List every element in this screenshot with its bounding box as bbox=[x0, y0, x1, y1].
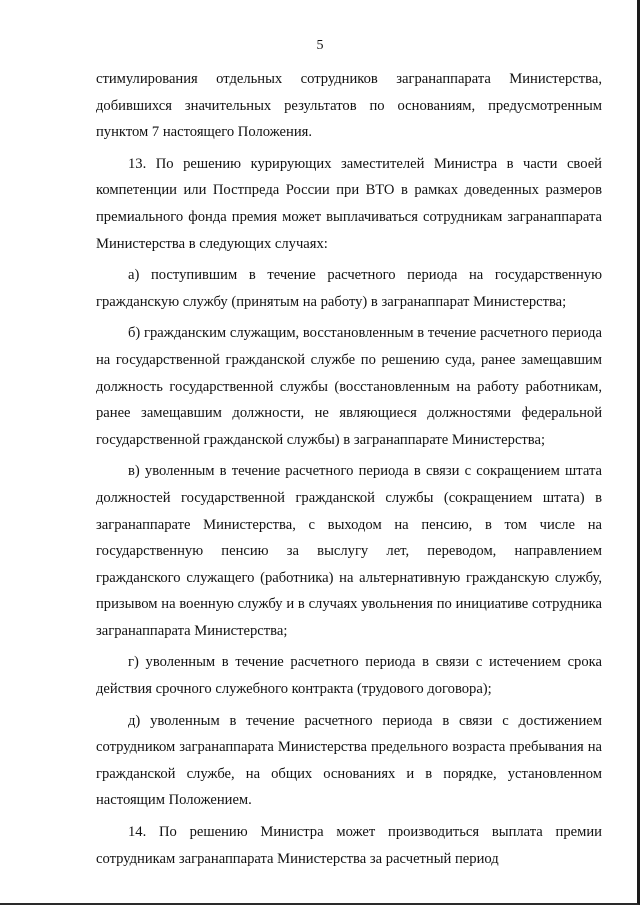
page-number: 5 bbox=[316, 38, 324, 53]
paragraph-13-d: д) уволенным в течение расчетного периода в связи с достижением сотрудником загранаппарата Министерства предельного возраста пребывания на гражданской службе, на общих основаниях и в порядке, установленном настоящим Положением. bbox=[96, 712, 602, 809]
paragraph-continuation: стимулирования отдельных сотрудников загранаппарата Министерства, добившихся значительных результатов по основаниям, предусмотренным пунктом 7 настоящего Положения. bbox=[96, 71, 602, 141]
paragraph-13-g: г) уволенным в течение расчетного периода в связи с истечением срока действия срочного служебного контракта (трудового договора); bbox=[96, 654, 602, 698]
paragraph-13-v: в) уволенным в течение расчетного периода в связи с сокращением штата должностей государственной гражданской службы (сокращением штата) в загранаппарате Министерства, с выходом на пенсию, в том числе на государственную пенсию за выслугу лет, переводом, направлением гражданского служащего (работника) на альтернативную гражданскую службу, призывом на военную службу и в случаях увольнения по инициативе сотрудника загранаппарата Министерства; bbox=[96, 463, 602, 639]
document-body bbox=[96, 66, 602, 877]
paragraph-14: 14. По решению Министра может производиться выплата премии сотрудникам загранаппарата Министерства за расчетный период bbox=[96, 824, 602, 867]
paragraph-13-b: б) гражданским служащим, восстановленным в течение расчетного периода на государственной гражданской службе по решению суда, ранее замещавшим должность государственной службы (восстановленным на работу работникам, ранее замещавшим должности, не являющиеся должностями федеральной государственной гражданской службы) в загранаппарате Министерства; bbox=[96, 325, 602, 448]
paragraph-13-a: а) поступившим в течение расчетного периода на государственную гражданскую службу (принятым на работу) в загранаппарат Министерства; bbox=[96, 267, 602, 310]
paragraph-13: 13. По решению курирующих заместителей Министра в части своей компетенции или Постпреда России при ВТО в рамках доведенных размеров премиального фонда премия может выплачиваться сотрудникам загранаппарата Министерства в следующих случаях: bbox=[96, 155, 602, 252]
